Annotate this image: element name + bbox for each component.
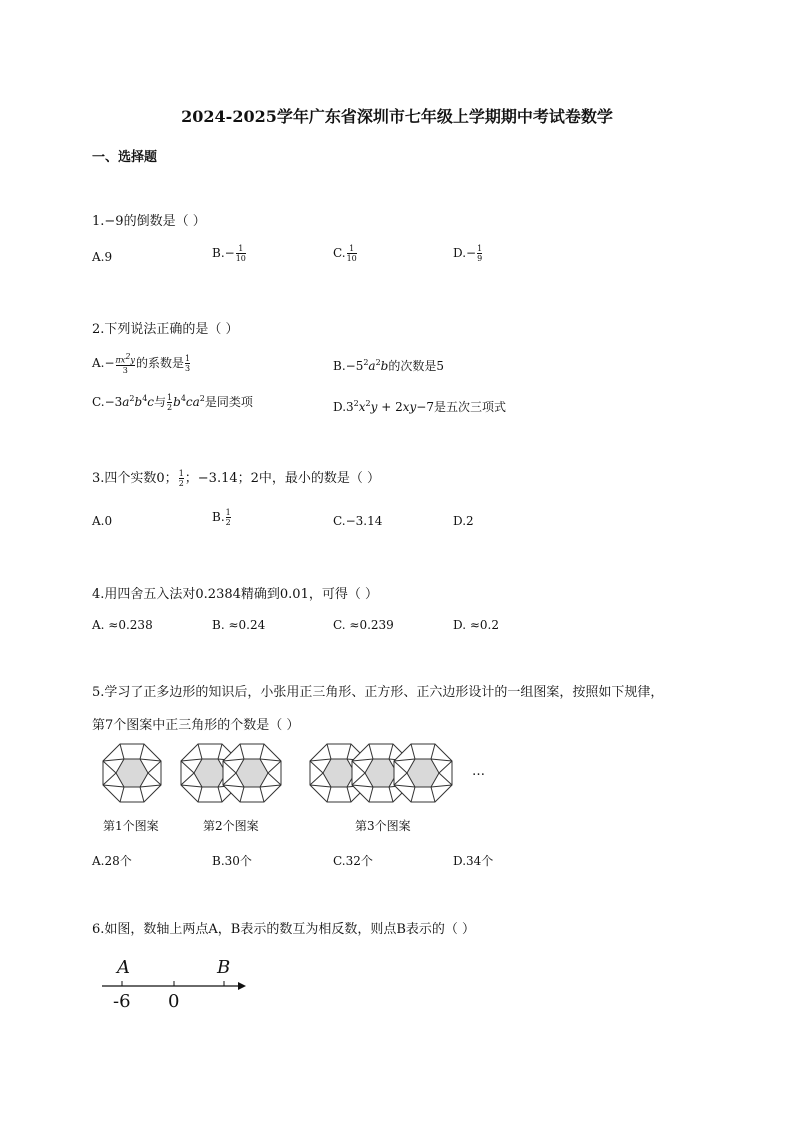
q5-caption-1: 第1个图案 bbox=[103, 819, 159, 833]
pattern-unit bbox=[223, 744, 281, 802]
q5-pattern-figure bbox=[96, 740, 496, 810]
q5-stem-line1: 5.学习了正多边形的知识后，小张用正三角形、正方形、正六边形设计的一组图案，按照如下规律， bbox=[92, 685, 664, 700]
q1-stem: 1.−9的倒数是（ ） bbox=[92, 214, 206, 229]
q3-option-a: A.0 bbox=[92, 514, 113, 528]
q2-option-b: $B.-5^2a^2b$的次数是5 bbox=[333, 358, 444, 373]
pattern-unit bbox=[394, 744, 452, 802]
q5-option-a: A.28个 bbox=[92, 854, 132, 868]
q5-ellipsis: … bbox=[472, 764, 485, 779]
tick-label-neg6: -6 bbox=[113, 991, 131, 1012]
paper-title: 2024-2025学年广东省深圳市七年级上学期期中考试卷数学 bbox=[181, 107, 613, 126]
q4-option-d: D. ≈0.2 bbox=[453, 618, 499, 632]
q2-option-d: $D.3^2x^2y + 2xy-7$是五次三项式 bbox=[333, 399, 506, 414]
q3-option-b: B. $\frac{1}{2}$ bbox=[212, 508, 231, 527]
q1-option-a: A.9 bbox=[92, 250, 113, 264]
q3-option-d: D.2 bbox=[453, 514, 474, 528]
q4-option-b: B. ≈0.24 bbox=[212, 618, 266, 632]
section-heading: 一、选择题 bbox=[92, 150, 158, 165]
point-b-label: B bbox=[217, 957, 231, 978]
q6-stem: 6.如图，数轴上两点A，B表示的数互为相反数，则点B表示的（ ） bbox=[92, 922, 476, 937]
q1-option-d: D.− $\frac{1}{9}$ bbox=[453, 244, 483, 263]
q4-option-a: A. ≈0.238 bbox=[92, 618, 153, 632]
q1-option-c: C. $\frac{1}{10}$ bbox=[333, 244, 357, 263]
q2-stem: 2.下列说法正确的是（ ） bbox=[92, 322, 239, 337]
q5-option-b: B.30个 bbox=[212, 854, 252, 868]
q4-stem: 4.用四舍五入法对0.2384精确到0.01，可得（ ） bbox=[92, 587, 378, 602]
tick-label-0: 0 bbox=[168, 991, 180, 1012]
q2-option-c: $C.-3a^2b^4c$与 $\frac{1}{2}$ $b^4ca^2$是同类项 bbox=[92, 393, 253, 412]
q5-option-d: D.34个 bbox=[453, 854, 494, 868]
q2-option-a: A.− $\frac{\pi x^2y}{3}$ 的系数是 $\frac{1}{3}$ bbox=[92, 352, 191, 375]
q3-stem: 3.四个实数0； $\frac{1}{2}$ ；−3.14；2中，最小的数是（ ） bbox=[92, 469, 381, 488]
q5-caption-3: 第3个图案 bbox=[355, 819, 411, 833]
pattern-unit bbox=[103, 744, 161, 802]
q5-option-c: C.32个 bbox=[333, 854, 373, 868]
q4-option-c: C. ≈0.239 bbox=[333, 618, 394, 632]
q5-stem-line2: 第7个图案中正三角形的个数是（ ） bbox=[92, 718, 300, 733]
q3-option-c: C.−3.14 bbox=[333, 514, 383, 528]
q5-caption-2: 第2个图案 bbox=[203, 819, 259, 833]
point-a-label: A bbox=[117, 957, 130, 978]
q1-option-b: B.− $\frac{1}{10}$ bbox=[212, 244, 246, 263]
